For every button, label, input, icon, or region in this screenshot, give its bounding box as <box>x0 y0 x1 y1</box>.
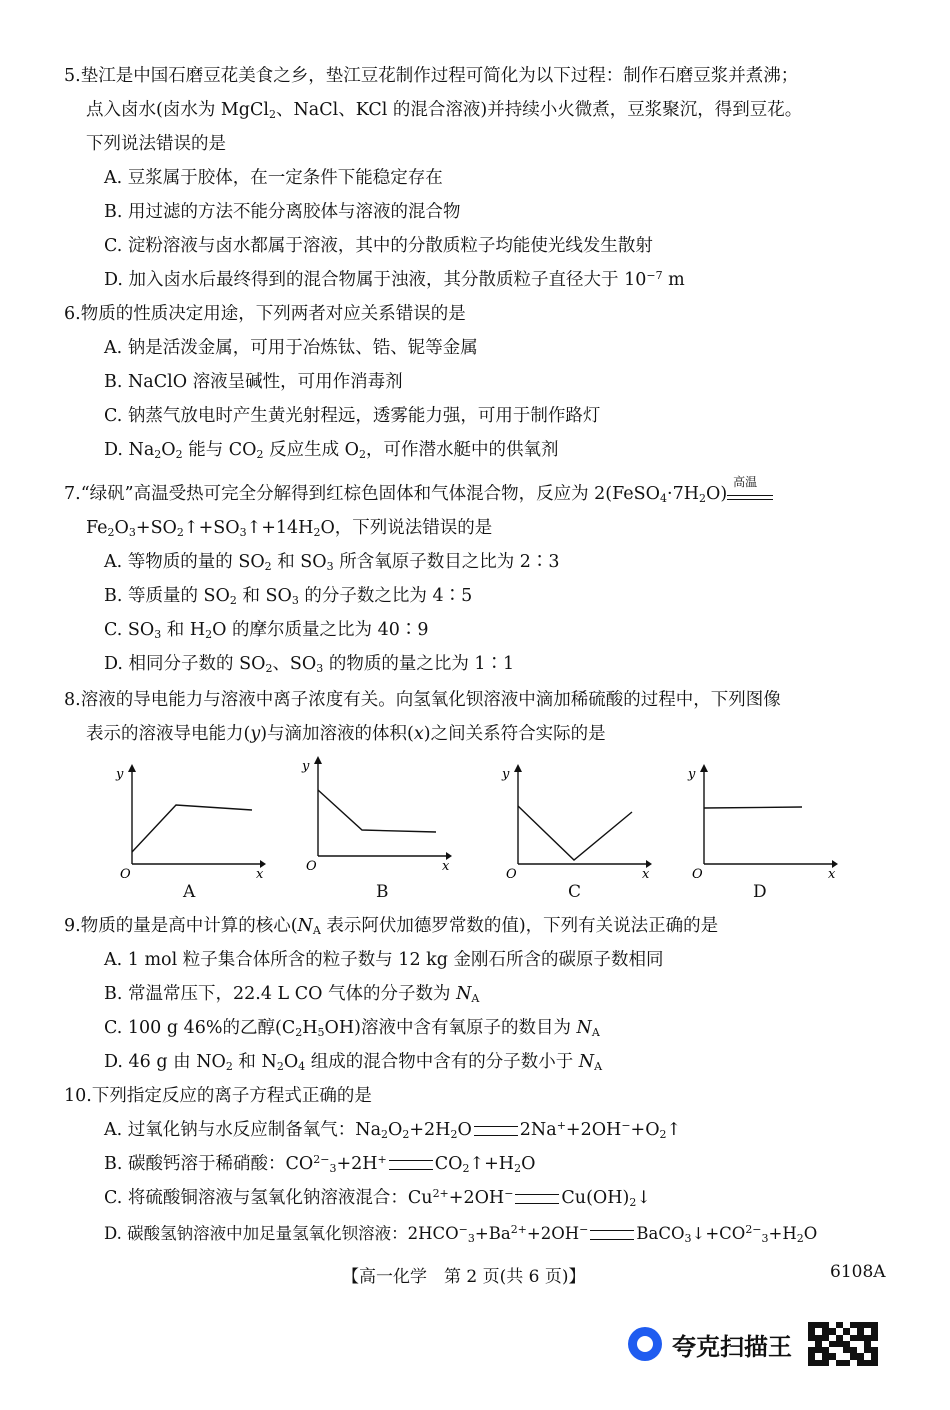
graph-c-label: C <box>568 882 582 902</box>
graph-a-x-label: x <box>256 867 264 880</box>
graph-c-curve <box>518 806 632 860</box>
graph-b-x-label: x <box>442 859 450 872</box>
q6-option-b: B. NaClO 溶液呈碱性，可用作消毒剂 <box>104 372 403 392</box>
graph-b-y-label: y <box>302 759 310 774</box>
q7-stem: 7.“绿矾”高温受热可完全分解得到红棕色固体和气体混合物，反应为 $2(FeSO_4\cdot 7H_2O)$ 高温 <box>64 482 773 506</box>
q5-option-c: C. 淀粉溶液与卤水都属于溶液，其中的分散质粒子均能使光线发生散射 <box>104 236 653 256</box>
q7-option-b: B. 等质量的 $SO_2$ 和 $SO_3$ 的分子数之比为 4∶5 <box>104 586 473 607</box>
q5-option-a: A. 豆浆属于胶体，在一定条件下能稳定存在 <box>104 168 443 188</box>
q6-option-d: D. $Na_2O_2$ 能与 $CO_2$ 反应生成 $O_2$，可作潜水艇中的供氧剂 <box>104 440 559 461</box>
q7-option-a: A. 等物质的量的 $SO_2$ 和 $SO_3$ 所含氧原子数目之比为 2∶3 <box>104 552 560 573</box>
graph-c-y-label: y <box>502 767 510 782</box>
graph-c-x-label: x <box>642 867 650 880</box>
scanner-text: 夸克扫描王 <box>672 1332 792 1361</box>
graph-a-label: A <box>183 882 196 902</box>
q7-option-d: D. 相同分子数的 $SO_2$、$SO_3$ 的物质的量之比为 1∶1 <box>104 654 515 675</box>
graph-a <box>110 760 270 880</box>
q5-option-d: D. 加入卤水后最终得到的混合物属于浊液，其分散质粒子直径大于 $10^{-7}$ m <box>104 269 685 290</box>
q5-stem-3: 下列说法错误的是 <box>86 134 226 154</box>
q10-option-c: C. 将硫酸铜溶液与氢氧化钠溶液混合：$Cu^{2+}+2OH^-$ $Cu(OH)_2↓$ <box>104 1187 652 1209</box>
graph-b-origin: O <box>306 859 317 872</box>
q5-stem: 5.垫江是中国石磨豆花美食之乡，垫江豆花制作过程可简化为以下过程：制作石磨豆浆并煮沸； <box>64 66 799 86</box>
graph-d-curve <box>704 807 802 808</box>
graph-d-y-label: y <box>688 767 696 782</box>
scanner-watermark <box>628 1322 880 1366</box>
qr-code-icon <box>808 1322 878 1366</box>
graph-b <box>296 752 456 872</box>
q5-stem-2: 点入卤水(卤水为 MgCl$_2$、NaCl、KCl 的混合溶液)并持续小火微煮，豆浆聚沉，得到豆花。 <box>86 100 803 121</box>
graph-d-label: D <box>753 882 767 902</box>
q9-option-a: A. 1 mol 粒子集合体所含的粒子数与 12 kg 金刚石所含的碳原子数相同 <box>104 950 664 970</box>
page-footer: 【高一化学 第 2 页(共 6 页)】 <box>342 1267 586 1287</box>
q7-stem-2: $Fe_2O_3+SO_2↑+SO_3↑+14H_2O$，下列说法错误的是 <box>86 518 493 539</box>
q6-option-c: C. 钠蒸气放电时产生黄光射程远，透雾能力强，可用于制作路灯 <box>104 406 601 426</box>
q6-option-a: A. 钠是活泼金属，可用于冶炼钛、锆、铌等金属 <box>104 338 478 358</box>
graph-a-origin: O <box>120 867 131 880</box>
q10-option-b: B. 碳酸钙溶于稀硝酸：$CO^{2-}_3+2H^+$ $CO_2↑+H_2O$ <box>104 1153 536 1175</box>
graph-a-curve <box>132 805 252 852</box>
q10-stem: 10.下列指定反应的离子方程式正确的是 <box>64 1086 372 1106</box>
graph-c <box>496 760 656 880</box>
graph-a-y-label: y <box>116 767 124 782</box>
q8-stem: 8.溶液的导电能力与溶液中离子浓度有关。向氢氧化钡溶液中滴加稀硫酸的过程中，下列图像 <box>64 690 781 710</box>
q10-option-d: D. 碳酸氢钠溶液中加足量氢氧化钡溶液：$2HCO^-_3+Ba^{2+}+2OH^-$ $BaCO_3↓+CO^{2-}_3+H_2O$ <box>104 1223 818 1245</box>
q9-stem: 9.物质的量是高中计算的核心($N_A$ 表示阿伏加德罗常数的值)，下列有关说法正确的是 <box>64 916 719 937</box>
q5-option-b: B. 用过滤的方法不能分离胶体与溶液的混合物 <box>104 202 461 222</box>
q9-option-b: B. 常温常压下，22.4 L CO 气体的分子数为 $N_A$ <box>104 984 480 1005</box>
q6-stem: 6.物质的性质决定用途，下列两者对应关系错误的是 <box>64 304 466 324</box>
q9-option-d: D. 46 g 由 $NO_2$ 和 $N_2O_4$ 组成的混合物中含有的分子数小于 $N_A$ <box>104 1052 603 1073</box>
graph-b-curve <box>318 790 436 832</box>
graph-b-label: B <box>376 882 389 902</box>
scanner-logo-icon <box>628 1327 662 1361</box>
graph-c-origin: O <box>506 867 517 880</box>
high-temp-condition: 高温 <box>727 485 773 505</box>
graph-d-origin: O <box>692 867 703 880</box>
q7-option-c: C. $SO_3$ 和 $H_2O$ 的摩尔质量之比为 40∶9 <box>104 620 429 641</box>
graph-d <box>682 760 842 880</box>
q9-option-c: C. 100 g 46%的乙醇$(C_2H_5OH)$溶液中含有氧原子的数目为 $N_A$ <box>104 1018 600 1039</box>
paper-code: 6108A <box>830 1262 886 1282</box>
q10-option-a: A. 过氧化钠与水反应制备氧气：$Na_2O_2+2H_2O$ $2Na^++2OH^-+O_2↑$ <box>104 1119 682 1141</box>
graph-d-x-label: x <box>828 867 836 880</box>
q8-stem-2: 表示的溶液导电能力(y)与滴加溶液的体积(x)之间关系符合实际的是 <box>86 724 606 744</box>
